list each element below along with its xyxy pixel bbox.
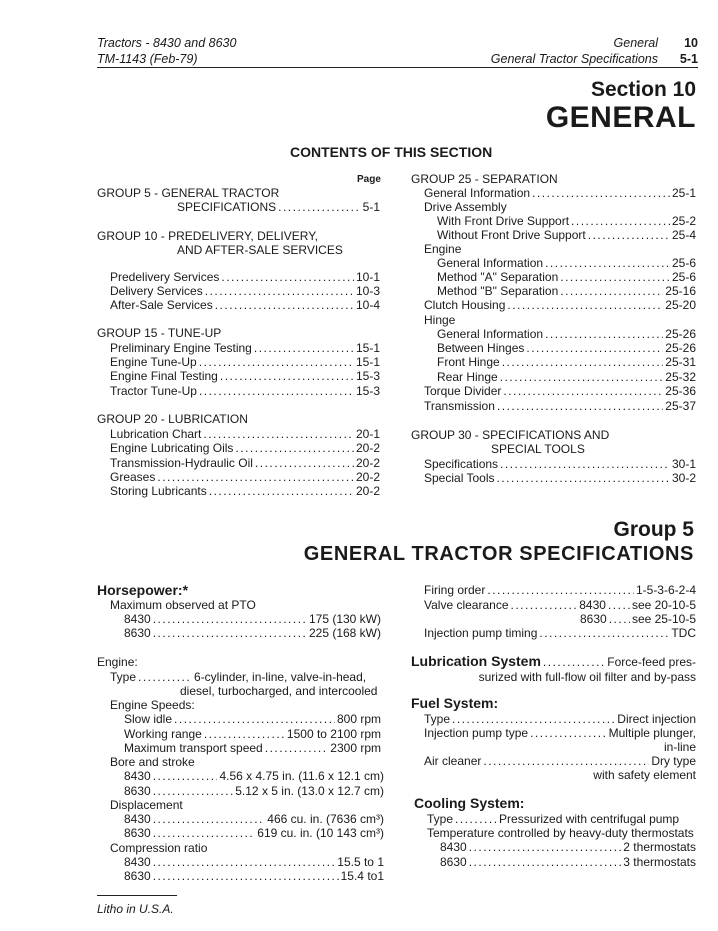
spec-row: 8630 ..... 15.4 to1 — [124, 869, 384, 883]
header-manual-number: TM-1143 (Feb-79) — [97, 52, 198, 66]
toc-item: Rear Hinge ..... 25-32 — [437, 370, 696, 384]
header-section-label: General — [613, 36, 658, 50]
toc-group25-heading: GROUP 25 - SEPARATION — [411, 172, 558, 186]
spec-row: 8630 ..... 619 cu. in. (10 143 cm³) — [124, 826, 384, 840]
header-group-label: General Tractor Specifications — [490, 52, 658, 66]
toc-item: Torque Divider ..... 25-36 — [424, 384, 696, 398]
header-manual-title: Tractors - 8430 and 8630 — [97, 36, 237, 50]
toc-item: Method "B" Separation ..... 25-16 — [437, 284, 696, 298]
toc-item: Engine Lubricating Oils ..... 20-2 — [110, 441, 380, 455]
toc-item: After-Sale Services ..... 10-4 — [110, 298, 380, 312]
spec-row: Air cleaner ..... Dry type — [424, 754, 696, 768]
toc-item: General Information ..... 25-1 — [424, 186, 696, 200]
spec-row: Type ..... Pressurized with centrifugal pump — [427, 812, 696, 826]
toc-group5-heading: GROUP 5 - GENERAL TRACTOR — [97, 186, 280, 200]
toc-item: Engine Final Testing ..... 15-3 — [110, 369, 380, 383]
spec-row: 8630 ..... 5.12 x 5 in. (13.0 x 12.7 cm) — [124, 784, 384, 798]
toc-item: Special Tools ..... 30-2 — [424, 471, 696, 485]
toc-item: Tractor Tune-Up ..... 15-3 — [110, 384, 380, 398]
toc-item: Delivery Services ..... 10-3 — [110, 284, 380, 298]
toc-group30-heading-cont: SPECIAL TOOLS — [491, 442, 585, 456]
toc-item: Without Front Drive Support ..... 25-4 — [437, 228, 696, 242]
toc-group10-heading: GROUP 10 - PREDELIVERY, DELIVERY, — [97, 229, 318, 243]
section-number: Section 10 — [590, 78, 696, 101]
spec-subheading: Maximum observed at PTO — [110, 598, 256, 612]
header-page-number: 5-1 — [679, 52, 698, 66]
header-section-number: 10 — [684, 36, 698, 50]
toc-item: General Information ..... 25-26 — [437, 327, 696, 341]
spec-continuation: in-line — [663, 740, 696, 754]
toc-group5-specifications: SPECIFICATIONS ..... 5-1 — [177, 200, 380, 214]
spec-continuation: surized with full-flow oil filter and by-pass — [478, 670, 696, 684]
toc-item: Method "A" Separation ..... 25-6 — [437, 270, 696, 284]
engine-heading: Engine: — [97, 655, 138, 669]
toc-item: Clutch Housing ..... 25-20 — [424, 298, 696, 312]
toc-item: With Front Drive Support ..... 25-2 — [437, 214, 696, 228]
lubrication-system-row: Lubrication System ..... Force-feed pres- — [411, 654, 696, 669]
spec-row: Type ..... 6-cylinder, in-line, valve-in-head, — [110, 670, 381, 684]
toc-item: Greases ..... 20-2 — [110, 470, 380, 484]
toc-item: Predelivery Services ..... 10-1 — [110, 270, 380, 284]
cooling-system-heading: Cooling System: — [414, 795, 525, 811]
spec-subheading: Bore and stroke — [110, 755, 195, 769]
toc-item: General Information ..... 25-6 — [437, 256, 696, 270]
spec-row: 8430 ..... 15.5 to 1 — [124, 855, 384, 869]
spec-row: 8430 ..... 466 cu. in. (7636 cm³) — [124, 812, 384, 826]
toc-item: Preliminary Engine Testing ..... 15-1 — [110, 341, 380, 355]
header-rule — [97, 67, 698, 68]
spec-row: 8430 ..... 4.56 x 4.75 in. (11.6 x 12.1 cm) — [124, 769, 384, 783]
toc-item: Between Hinges ..... 25-26 — [437, 341, 696, 355]
toc-subheading: Engine — [424, 242, 462, 256]
group-title: GENERAL TRACTOR SPECIFICATIONS — [303, 543, 694, 565]
spec-continuation: with safety element — [593, 768, 696, 782]
spec-row: 8630 ..... 3 thermostats — [440, 855, 696, 869]
spec-row: Firing order ..... 1-5-3-6-2-4 — [424, 583, 696, 597]
toc-group30-heading: GROUP 30 - SPECIFICATIONS AND — [411, 428, 610, 442]
toc-group20-heading: GROUP 20 - LUBRICATION — [97, 412, 248, 426]
spec-subheading: Displacement — [110, 798, 183, 812]
spec-continuation: diesel, turbocharged, and intercooled — [180, 684, 378, 698]
toc-item: Transmission-Hydraulic Oil ..... 20-2 — [110, 456, 380, 470]
toc-item: Specifications ..... 30-1 — [424, 457, 696, 471]
toc-group10-heading-cont: AND AFTER-SALE SERVICES — [177, 243, 343, 257]
section-title: GENERAL — [545, 101, 696, 134]
spec-row: 8430 ..... 2 thermostats — [440, 840, 696, 854]
page-column-label: Page — [357, 174, 381, 185]
toc-subheading: Hinge — [424, 313, 456, 327]
spec-row: Valve clearance ..... 8430 ..... see 20-10-5 — [424, 598, 696, 612]
spec-subheading: Compression ratio — [110, 841, 208, 855]
horsepower-heading: Horsepower:* — [97, 582, 189, 598]
toc-item: Engine Tune-Up ..... 15-1 — [110, 355, 380, 369]
spec-row: Injection pump type ..... Multiple plunger, — [424, 726, 696, 740]
toc-item: Lubrication Chart ..... 20-1 — [110, 427, 380, 441]
spec-row: 8630 ..... see 25-10-5 — [580, 612, 696, 626]
fuel-system-heading: Fuel System: — [411, 695, 499, 711]
group-number: Group 5 — [613, 518, 694, 541]
spec-text: Temperature controlled by heavy-duty thermostats — [427, 826, 694, 840]
toc-item: Storing Lubricants ..... 20-2 — [110, 484, 380, 498]
spec-row: Maximum transport speed ..... 2300 rpm — [124, 741, 381, 755]
spec-row: Working range ..... 1500 to 2100 rpm — [124, 727, 381, 741]
spec-row: 8630 ..... 225 (168 kW) — [124, 626, 381, 640]
contents-title: CONTENTS OF THIS SECTION — [290, 144, 493, 160]
toc-item: Transmission ..... 25-37 — [424, 399, 696, 413]
spec-subheading: Engine Speeds: — [110, 698, 195, 712]
toc-subheading: Drive Assembly — [424, 200, 507, 214]
spec-row: Injection pump timing ..... TDC — [424, 626, 696, 640]
toc-group15-heading: GROUP 15 - TUNE-UP — [97, 326, 222, 340]
footer-litho: Litho in U.S.A. — [97, 902, 174, 916]
footnote-rule — [97, 895, 177, 896]
spec-row: Type ..... Direct injection — [424, 712, 696, 726]
spec-row: Slow idle ..... 800 rpm — [124, 712, 381, 726]
toc-item: Front Hinge ..... 25-31 — [437, 355, 696, 369]
spec-row: 8430 ..... 175 (130 kW) — [124, 612, 381, 626]
